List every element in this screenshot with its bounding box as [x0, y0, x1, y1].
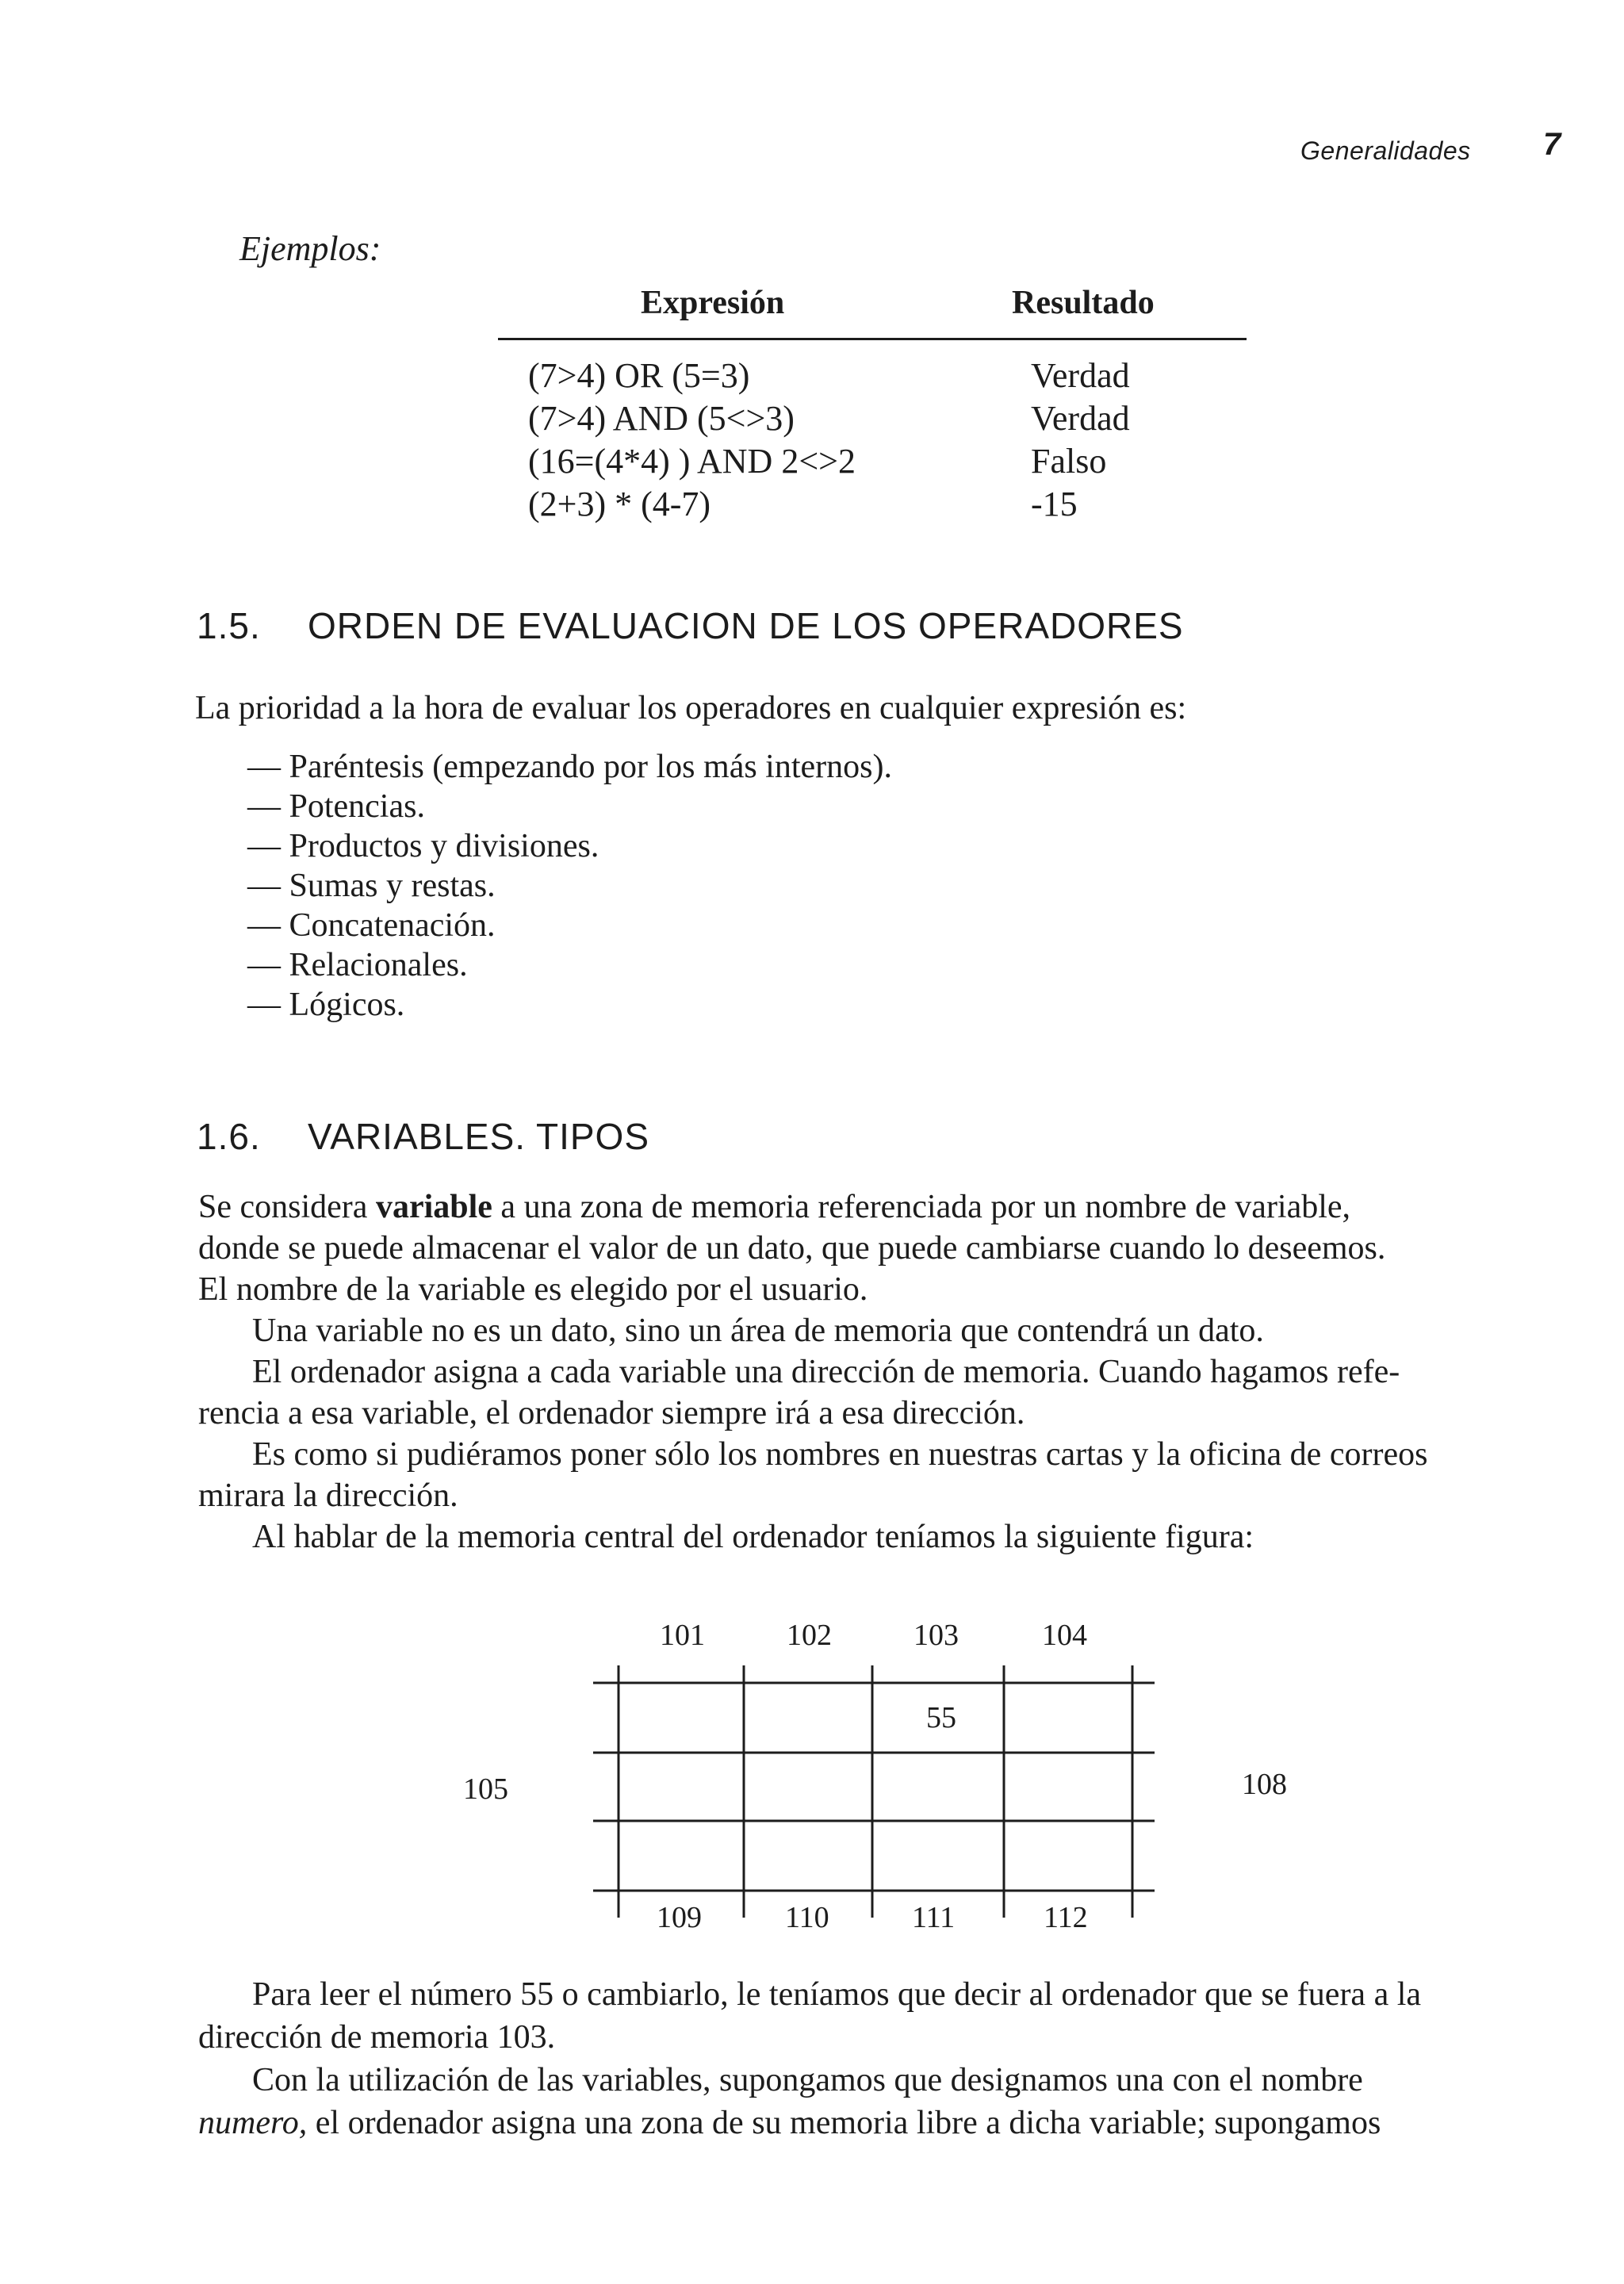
page-number: 7	[1543, 127, 1561, 162]
section-number: 1.5.	[197, 605, 261, 646]
paragraph-line: Para leer el número 55 o cambiarlo, le teníamos que decir al ordenador que se fuera a la	[252, 1976, 1422, 2013]
list-item: — Relacionales.	[247, 945, 892, 985]
address-label: 105	[463, 1772, 508, 1806]
section-title: ORDEN DE EVALUACION DE LOS OPERADORES	[308, 605, 1184, 646]
address-label: 103	[914, 1619, 959, 1652]
text-run: a una zona de memoria referenciada por un nombre de variable,	[492, 1189, 1351, 1225]
memory-cell-value: 55	[926, 1701, 956, 1734]
list-item: — Sumas y restas.	[247, 866, 892, 906]
paragraph-line: Una variable no es un dato, sino un área de memoria que contendrá un dato.	[252, 1313, 1264, 1349]
section-number: 1.6.	[197, 1116, 261, 1157]
result-cell: Verdad	[1031, 356, 1130, 395]
paragraph-line: dirección de memoria 103.	[198, 2019, 556, 2056]
list-item: — Productos y divisiones.	[247, 826, 892, 866]
header-result: Resultado	[1012, 285, 1155, 321]
text-run: el ordenador asigna una zona de su memoria libre a dicha variable; supongamos	[307, 2105, 1381, 2141]
paragraph-line: El nombre de la variable es elegido por el usuario.	[198, 1271, 868, 1308]
paragraph-line: El ordenador asigna a cada variable una dirección de memoria. Cuando hagamos refe-	[252, 1354, 1400, 1390]
list-item: — Concatenación.	[247, 906, 892, 945]
result-cell: Falso	[1031, 442, 1107, 481]
list-item: — Potencias.	[247, 787, 892, 826]
address-label: 112	[1044, 1901, 1088, 1934]
term-numero: numero,	[198, 2105, 308, 2141]
paragraph-line: Es como si pudiéramos poner sólo los nombres en nuestras cartas y la oficina de correos	[252, 1436, 1428, 1473]
running-head: Generalidades	[1300, 136, 1471, 165]
paragraph-line	[198, 2102, 1421, 2144]
result-cell: Verdad	[1031, 399, 1130, 438]
section-title: VARIABLES. TIPOS	[308, 1116, 650, 1157]
expression-cell: (7>4) OR (5=3)	[528, 356, 750, 395]
address-label: 110	[785, 1901, 829, 1934]
address-label: 104	[1042, 1619, 1087, 1652]
closing-paragraph	[198, 1973, 1421, 2144]
header-expression: Expresión	[641, 285, 785, 321]
address-label: 108	[1242, 1768, 1287, 1801]
paragraph-line: rencia a esa variable, el ordenador siempre irá a esa dirección.	[198, 1395, 1025, 1431]
paragraph-line: Con la utilización de las variables, supongamos que designamos una con el nombre	[252, 2062, 1363, 2098]
result-cell: -15	[1031, 485, 1078, 523]
term-variable: variable	[375, 1189, 492, 1225]
address-label: 101	[660, 1619, 705, 1652]
address-label: 111	[912, 1901, 956, 1934]
paragraph-line: Al hablar de la memoria central del ordenador teníamos la siguiente figura:	[252, 1519, 1254, 1555]
expression-cell: (2+3) * (4-7)	[528, 485, 711, 523]
list-item: — Lógicos.	[247, 985, 892, 1025]
expression-cell: (16=(4*4) ) AND 2<>2	[528, 442, 856, 481]
paragraph-line: donde se puede almacenar el valor de un dato, que puede cambiarse cuando lo deseemos.	[198, 1230, 1386, 1267]
memory-grid	[593, 1665, 1155, 1918]
text-run: Se considera	[198, 1189, 376, 1225]
paragraph-line: mirara la dirección.	[198, 1477, 458, 1514]
section-intro: La prioridad a la hora de evaluar los operadores en cualquier expresión es:	[195, 690, 1187, 726]
address-label: 109	[657, 1901, 702, 1934]
list-item: — Paréntesis (empezando por los más internos).	[247, 747, 892, 787]
address-label: 102	[787, 1619, 832, 1652]
expression-cell: (7>4) AND (5<>3)	[528, 399, 795, 438]
examples-label: Ejemplos:	[239, 229, 381, 268]
